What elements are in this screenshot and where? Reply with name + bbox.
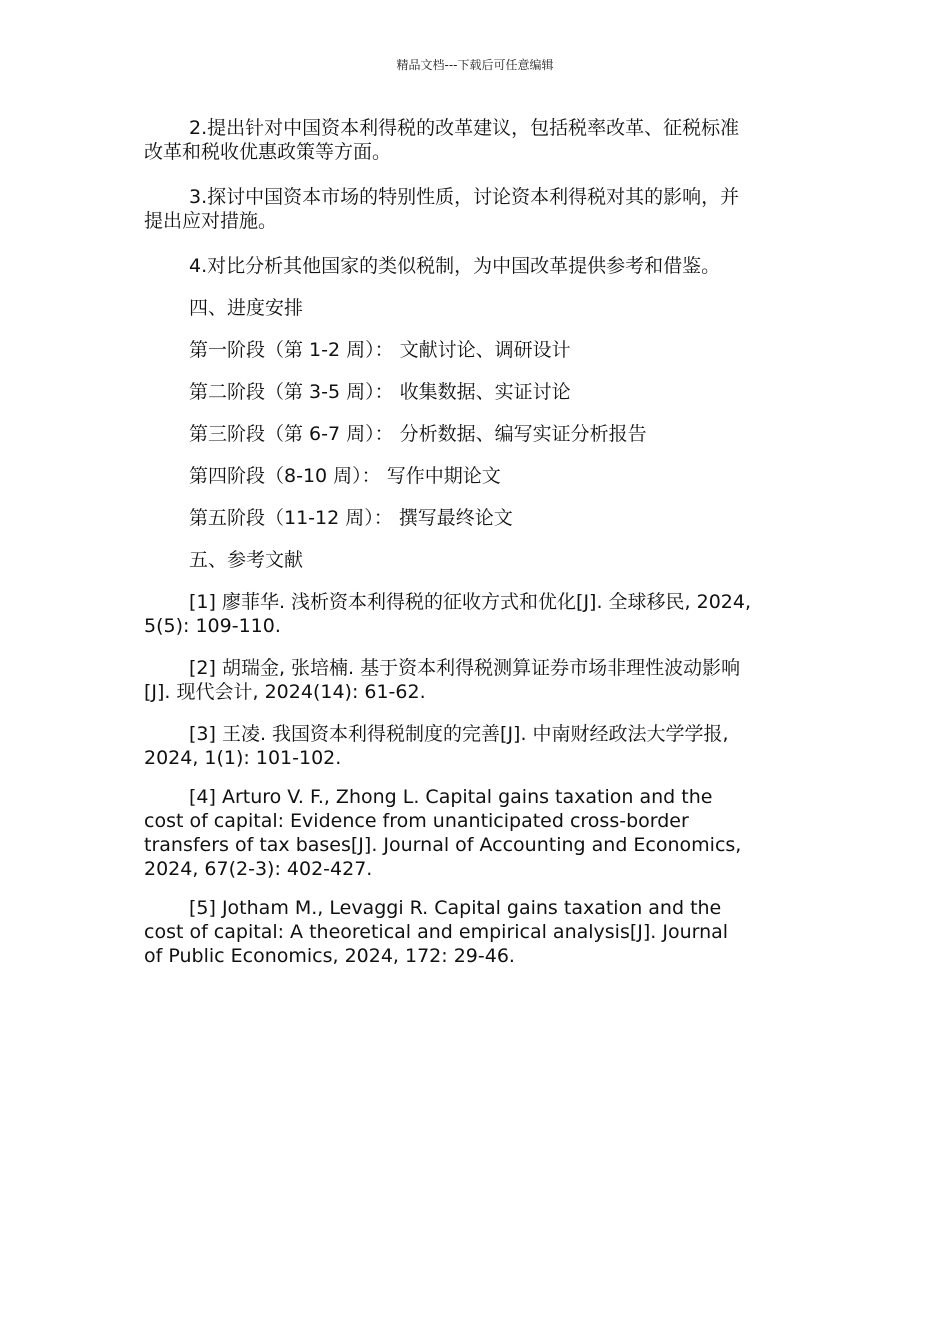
schedule-phase-1: 第一阶段（第 1-2 周）： 文献讨论、调研设计 xyxy=(189,339,571,361)
schedule-phase-5: 第五阶段（11-12 周）： 撰写最终论文 xyxy=(189,507,513,529)
objective-item-4: 4.对比分析其他国家的类似税制，为中国改革提供参考和借鉴。 xyxy=(189,255,721,277)
document-body xyxy=(144,116,804,968)
section-heading-schedule: 四、进度安排 xyxy=(189,297,304,319)
reference-2: [2] 胡瑞金, 张培楠. 基于资本利得税测算证券市场非理性波动影响 [J]. 现代会计, 2024(14): 61-62. xyxy=(144,657,741,703)
section-heading-references: 五、参考文献 xyxy=(189,549,304,571)
reference-3: [3] 王凌. 我国资本利得税制度的完善[J]. 中南财经政法大学学报, 2024, 1(1): 101-102. xyxy=(144,723,729,769)
reference-1: [1] 廖菲华. 浅析资本利得税的征收方式和优化[J]. 全球移民, 2024, 5(5): 109-110. xyxy=(144,591,752,637)
schedule-phase-3: 第三阶段（第 6-7 周）： 分析数据、编写实证分析报告 xyxy=(189,423,647,445)
page-header: 精品文档---下载后可任意编辑 xyxy=(396,58,554,72)
schedule-phase-2: 第二阶段（第 3-5 周）： 收集数据、实证讨论 xyxy=(189,381,571,403)
reference-5: [5] Jotham M., Levaggi R. Capital gains taxation and the cost of capital: A theoretical and empirical analysis[J]. Journal of Public Economics, 2024, 172: 29-46. xyxy=(144,897,729,967)
reference-4: [4] Arturo V. F., Zhong L. Capital gains taxation and the cost of capital: Evidence from unanticipated cross-border transfers of tax bases[J]. Journal of Accounting and Economics, 2024, 67(2-3): 402-427. xyxy=(144,786,742,880)
objective-item-2: 2.提出针对中国资本利得税的改革建议，包括税率改革、征税标准 改革和税收优惠政策等方面。 xyxy=(144,117,740,163)
schedule-phase-4: 第四阶段（8-10 周）： 写作中期论文 xyxy=(189,465,501,487)
objective-item-3: 3.探讨中国资本市场的特别性质，讨论资本利得税对其的影响，并 提出应对措施。 xyxy=(144,186,740,232)
